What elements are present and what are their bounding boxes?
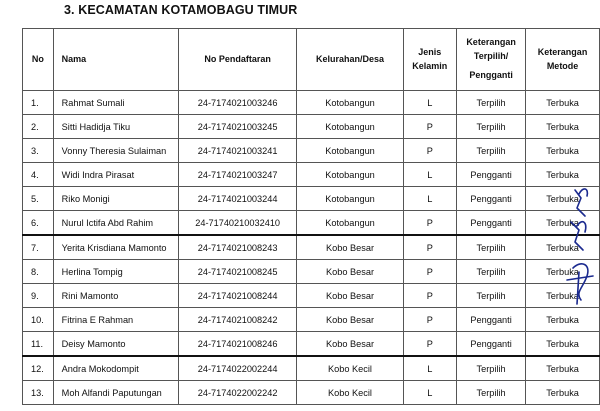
row-no-pendaftaran: 24-71740210032410 (178, 211, 297, 236)
table-row (23, 284, 600, 308)
row-metode: Terbuka (526, 115, 600, 139)
header-keterangan-metode-line: Metode (546, 60, 579, 71)
header-no: No (23, 29, 54, 91)
row-kelurahan: Kobo Besar (297, 284, 403, 308)
row-jenis-kelamin: L (403, 187, 456, 211)
header-jenis-kelamin-line: Kelamin (412, 60, 448, 71)
row-nama: Herlina Tompig (53, 260, 178, 284)
row-kelurahan: Kobo Besar (297, 235, 403, 260)
row-no: 3. (23, 139, 54, 163)
row-jenis-kelamin: P (403, 332, 456, 357)
row-nama: Rini Mamonto (53, 284, 178, 308)
row-no: 4. (23, 163, 54, 187)
row-metode: Terbuka (526, 356, 600, 381)
row-no-pendaftaran: 24-7174021003244 (178, 187, 297, 211)
row-no: 5. (23, 187, 54, 211)
row-no-pendaftaran: 24-7174022002244 (178, 356, 297, 381)
row-keterangan: Terpilih (457, 115, 526, 139)
header-keterangan-terpilih-line: Terpilih/ (473, 50, 509, 61)
row-no-pendaftaran: 24-7174021003246 (178, 91, 297, 115)
row-no-pendaftaran: 24-7174021008242 (178, 308, 297, 332)
row-nama: Widi Indra Pirasat (53, 163, 178, 187)
row-keterangan: Terpilih (457, 139, 526, 163)
row-no-pendaftaran: 24-7174021003241 (178, 139, 297, 163)
header-keterangan-terpilih (457, 29, 526, 91)
table-row (23, 115, 600, 139)
row-kelurahan: Kobo Kecil (297, 381, 403, 405)
row-metode: Terbuka (526, 381, 600, 405)
header-nama: Nama (53, 29, 178, 91)
table-row (23, 235, 600, 260)
row-metode: Terbuka (526, 308, 600, 332)
row-no: 1. (23, 91, 54, 115)
row-nama: Andra Mokodompit (53, 356, 178, 381)
row-nama: Yerita Krisdiana Mamonto (53, 235, 178, 260)
row-metode: Terbuka (526, 91, 600, 115)
row-no: 10. (23, 308, 54, 332)
row-metode: Terbuka (526, 332, 600, 357)
row-keterangan: Terpilih (457, 91, 526, 115)
row-nama: Rahmat Sumali (53, 91, 178, 115)
table-header-row (23, 29, 600, 91)
row-jenis-kelamin: P (403, 211, 456, 236)
row-nama: Fitrina E Rahman (53, 308, 178, 332)
row-keterangan: Terpilih (457, 235, 526, 260)
row-no-pendaftaran: 24-7174021008246 (178, 332, 297, 357)
row-nama: Riko Monigi (53, 187, 178, 211)
row-no-pendaftaran: 24-7174021003247 (178, 163, 297, 187)
header-jenis-kelamin (403, 29, 456, 91)
row-metode: Terbuka (526, 163, 600, 187)
row-keterangan: Pengganti (457, 308, 526, 332)
row-keterangan: Terpilih (457, 260, 526, 284)
row-no-pendaftaran: 24-7174021008245 (178, 260, 297, 284)
row-metode: Terbuka (526, 139, 600, 163)
row-keterangan: Terpilih (457, 284, 526, 308)
table-row (23, 308, 600, 332)
row-metode: Terbuka (526, 235, 600, 260)
row-jenis-kelamin: L (403, 381, 456, 405)
table-row (23, 163, 600, 187)
row-nama: Moh Alfandi Paputungan (53, 381, 178, 405)
row-metode: Terbuka (526, 187, 600, 211)
row-kelurahan: Kotobangun (297, 187, 403, 211)
header-keterangan-metode (526, 29, 600, 91)
row-nama: Vonny Theresia Sulaiman (53, 139, 178, 163)
row-jenis-kelamin: P (403, 284, 456, 308)
row-keterangan: Terpilih (457, 356, 526, 381)
row-jenis-kelamin: P (403, 308, 456, 332)
row-no: 13. (23, 381, 54, 405)
header-keterangan-terpilih-line: Pengganti (469, 70, 513, 81)
row-kelurahan: Kobo Besar (297, 260, 403, 284)
row-kelurahan: Kotobangun (297, 91, 403, 115)
row-no: 8. (23, 260, 54, 284)
candidate-table (22, 28, 600, 405)
row-kelurahan: Kobo Besar (297, 308, 403, 332)
row-metode: Terbuka (526, 284, 600, 308)
row-keterangan: Terpilih (457, 381, 526, 405)
table-row (23, 211, 600, 236)
row-jenis-kelamin: L (403, 356, 456, 381)
row-jenis-kelamin: L (403, 91, 456, 115)
row-jenis-kelamin: P (403, 139, 456, 163)
row-no: 9. (23, 284, 54, 308)
row-jenis-kelamin: L (403, 163, 456, 187)
row-no-pendaftaran: 24-7174021008243 (178, 235, 297, 260)
row-no: 7. (23, 235, 54, 260)
row-jenis-kelamin: P (403, 115, 456, 139)
row-kelurahan: Kotobangun (297, 115, 403, 139)
header-no-pendaftaran: No Pendaftaran (178, 29, 297, 91)
row-nama: Sitti Hadidja Tiku (53, 115, 178, 139)
row-no-pendaftaran: 24-7174022002242 (178, 381, 297, 405)
row-kelurahan: Kotobangun (297, 211, 403, 236)
row-no-pendaftaran: 24-7174021003245 (178, 115, 297, 139)
table-row (23, 187, 600, 211)
row-kelurahan: Kobo Kecil (297, 356, 403, 381)
table-row (23, 381, 600, 405)
table-row (23, 260, 600, 284)
row-no: 12. (23, 356, 54, 381)
row-nama: Deisy Mamonto (53, 332, 178, 357)
table-row (23, 139, 600, 163)
section-title: 3. KECAMATAN KOTAMOBAGU TIMUR (64, 3, 298, 17)
row-nama: Nurul Ictifa Abd Rahim (53, 211, 178, 236)
row-keterangan: Pengganti (457, 163, 526, 187)
row-no: 11. (23, 332, 54, 357)
row-metode: Terbuka (526, 211, 600, 236)
row-no-pendaftaran: 24-7174021008244 (178, 284, 297, 308)
table-row (23, 356, 600, 381)
header-kelurahan: Kelurahan/Desa (297, 29, 403, 91)
row-metode: Terbuka (526, 260, 600, 284)
table-row (23, 91, 600, 115)
row-kelurahan: Kotobangun (297, 163, 403, 187)
row-keterangan: Pengganti (457, 211, 526, 236)
row-jenis-kelamin: P (403, 235, 456, 260)
row-kelurahan: Kobo Besar (297, 332, 403, 357)
row-kelurahan: Kotobangun (297, 139, 403, 163)
row-no: 6. (23, 211, 54, 236)
row-no: 2. (23, 115, 54, 139)
header-jenis-kelamin-line: Jenis (418, 47, 442, 57)
header-keterangan-terpilih-line: Keterangan (466, 37, 516, 48)
table-row (23, 332, 600, 357)
header-keterangan-metode-line: Keterangan (537, 47, 588, 57)
row-keterangan: Pengganti (457, 187, 526, 211)
row-jenis-kelamin: P (403, 260, 456, 284)
row-keterangan: Pengganti (457, 332, 526, 357)
